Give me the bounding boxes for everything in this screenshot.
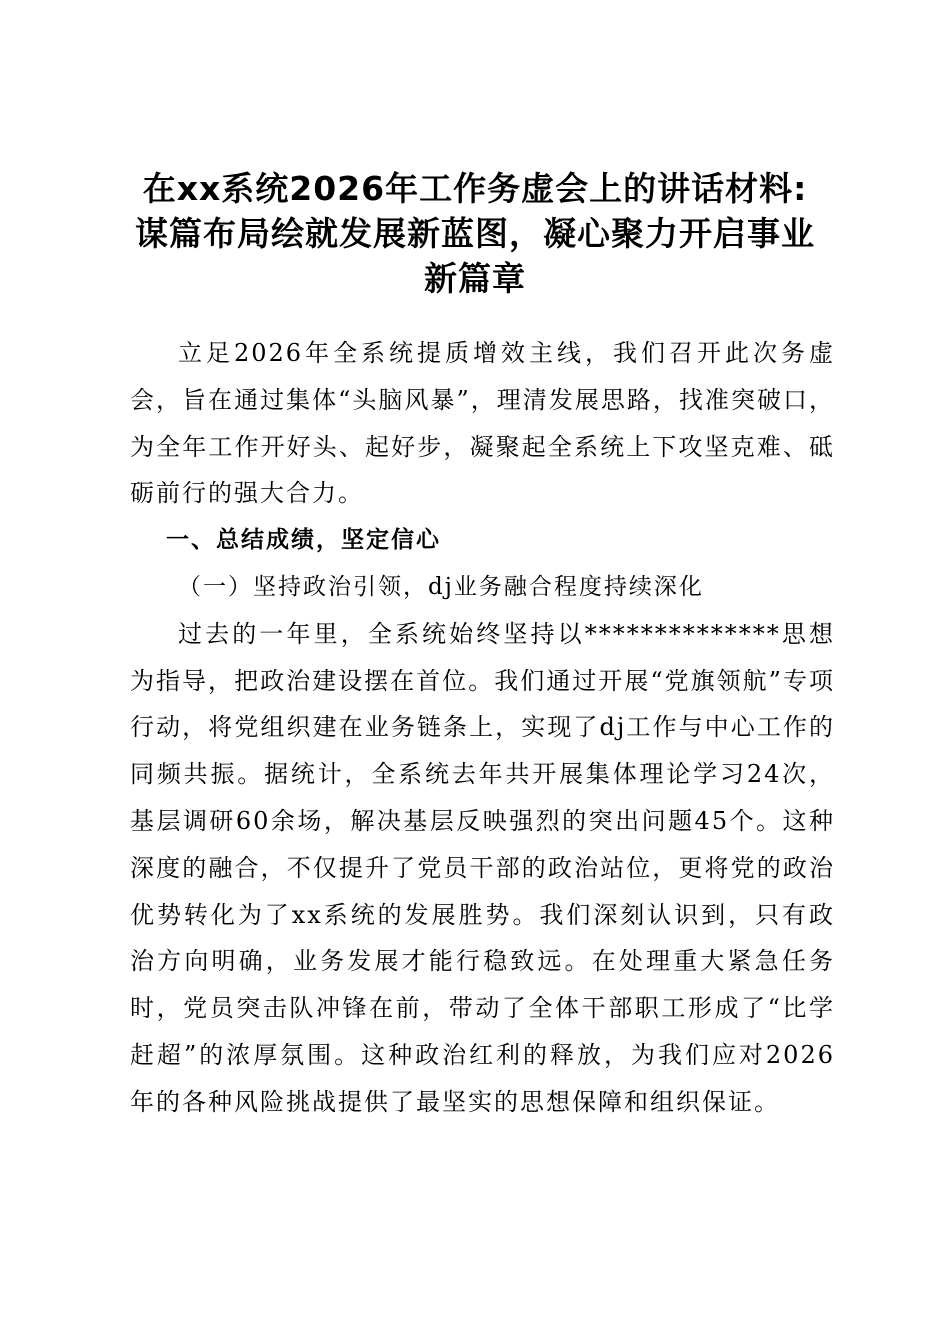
body-paragraph: 过去的一年里，全系统始终坚持以**************思想为指导，把政治建设摆在首位。我们通过开展“党旗领航”专项行动，将党组织建在业务链条上，实现了dj工作与中心工作的同频共振。据统计，全系统去年共开展集体理论学习24次，基层调研60余场，解决基层反映强烈的突出问题45个。这种深度的融合，不仅提升了党员干部的政治站位，更将党的政治优势转化为了xx系统的发展胜势。我们深刻认识到，只有政治方向明确，业务发展才能行稳致远。在处理重大紧急任务时，党员突击队冲锋在前，带动了全体干部职工形成了“比学赶超”的浓厚氛围。这种政治红利的释放，为我们应对2026年的各种风险挑战提供了最坚实的思想保障和组织保证。	[130, 619, 835, 1116]
title-line-3: 新篇章	[424, 259, 526, 298]
section-heading: 一、总结成绩，坚定信心	[166, 527, 441, 554]
intro-paragraph: 立足2026年全系统提质增效主线，我们召开此次务虚会，旨在通过集体“头脑风暴”，理清发展思路，找准突破口，为全年工作开好头、起好步，凝聚起全系统上下攻坚克难、砥砺前行的强大合力。	[130, 339, 835, 508]
title-line-1: 在xx系统2026年工作务虚会上的讲话材料:	[142, 169, 808, 208]
document-body	[130, 330, 835, 1126]
document-title	[110, 166, 840, 301]
title-line-2: 谋篇布局绘就发展新蓝图，凝心聚力开启事业	[135, 214, 815, 253]
subsection-heading: （一）坚持政治引领，dj业务融合程度持续深化	[178, 573, 704, 600]
